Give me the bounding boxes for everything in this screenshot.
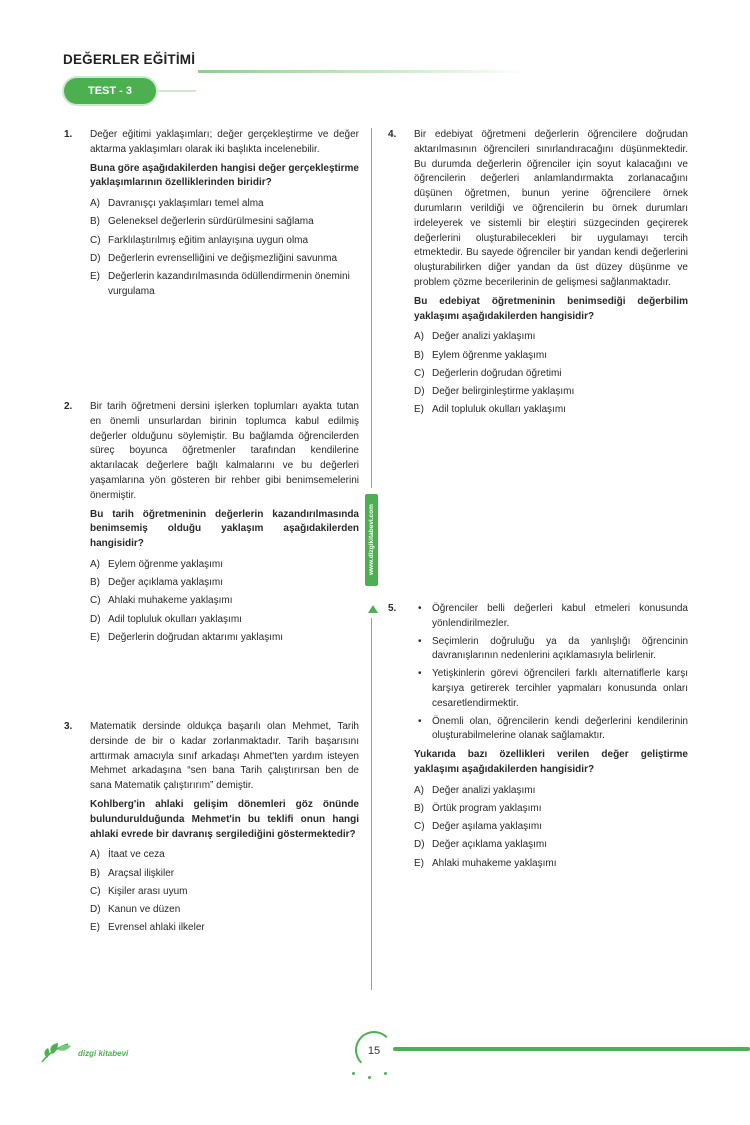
option-a[interactable]: A) Değer analizi yaklaşımı (414, 784, 536, 796)
option-c[interactable]: C) Değerlerin doğrudan öğretimi (414, 367, 562, 379)
website-side-tab: www.dizgikitabevi.com (365, 494, 378, 586)
column-divider-top (371, 128, 372, 488)
option-e[interactable]: E) Değerlerin kazandırılmasında ödüllendirmenin önemini vurgulama (90, 270, 350, 297)
question-prompt: Yukarıda bazı özellikleri verilen değer geliştirme yaklaşımı aşağıdakilerden hangisidir? (414, 749, 688, 775)
option-a[interactable]: A) Davranışçı yaklaşımları temel alma (90, 198, 264, 210)
option-d[interactable]: D) Değer belirginleştirme yaklaşımı (414, 385, 575, 397)
option-c[interactable]: C) Kişiler arası uyum (90, 885, 188, 897)
decorative-dot (352, 1072, 355, 1075)
leaf-logo-icon (38, 1040, 74, 1064)
options-list (90, 558, 359, 646)
option-e[interactable]: E) Evrensel ahlaki ilkeler (90, 922, 205, 934)
option-b[interactable]: B) Eylem öğrenme yaklaşımı (414, 349, 548, 361)
question-number: 1. (64, 129, 73, 140)
question-4 (388, 128, 688, 602)
triangle-icon (368, 605, 378, 613)
question-stem: Bir tarih öğretmeni dersini işlerken toplumları ayakta tutan en önemli unsurlardan birinin toplumca kabul edilmiş değerler olduğunu söylemiştir. Bu bağlamda öğrencilerden süreç boyunca öğretmenler tarafından kendilerine aktarılacak değerlere bağlı kalmalarını ve bu değerleri yaşamlarına yön gösteren bir rehber gibi benimsemelerini önermiştir. (90, 401, 359, 501)
option-c[interactable]: C) Farklılaştırılmış eğitim anlayışına uygun olma (90, 234, 309, 246)
options-list (414, 330, 688, 418)
option-b[interactable]: B) Araçsal ilişkiler (90, 867, 175, 879)
badge-connector-line (156, 90, 196, 92)
question-stem: Bir edebiyat öğretmeni değerlerin öğrencilere doğrudan aktarılmasının öğrencileri sınırlandıracağını düşünmektedir. Bu durumda değerlerin öğrenciler için soyut kalacağını ve öğrencilerin değerleri anlamlandırmakta zorlanacağını düşünen öğretmen, bunun yerine öğrencilere örnek durumların verildiği ve öğrencilerin bu örnek durumları irdeleyerek ve sistemli bir eleştiri süzgecinden geçirerek değerlerini oluşturabilecekleri bir uygulamayı tercih etmektedir. Bu sayede öğrenciler bir yandan kendi değerlerini oluşturabilirken diğer yandan da üst düzey düşünme ve problem çözme becerilerinin de gelişmesi sağlanmaktadır. (414, 129, 688, 288)
question-prompt: Bu edebiyat öğretmeninin benimsediği değerbilim yaklaşımı aşağıdakilerden hangisidir? (414, 295, 688, 322)
option-c[interactable]: C) Ahlaki muhakeme yaklaşımı (90, 595, 233, 607)
options-list (90, 197, 359, 299)
option-e[interactable]: E) Ahlaki muhakeme yaklaşımı (414, 857, 557, 869)
option-a[interactable]: A) Eylem öğrenme yaklaşımı (90, 558, 224, 570)
question-prompt: Buna göre aşağıdakilerden hangisi değer gerçekleştirme yaklaşımlarının özelliklerinden biridir? (90, 162, 359, 189)
option-d[interactable]: D) Adil topluluk okulları yaklaşımı (90, 613, 242, 625)
option-e[interactable]: E) Değerlerin doğrudan aktarımı yaklaşımı (90, 631, 284, 643)
question-stem: Değer eğitimi yaklaşımları; değer gerçekleştirme ve değer aktarma yaklaşımları olarak iki başlıkta incelenebilir. (90, 129, 359, 155)
question-stem: Matematik dersinde oldukça başarılı olan Mehmet, Tarih dersinde de bir o kadar zorlanmaktadır. Tarih başarısını arttırmak amacıyla sınıf arkadaşı Ahmet'ten yardım isteyen Mehmet arkadaşına “sen bana Tarih çalıştırırsan ben de sana Matematik çalıştırırım” demiştir. (90, 721, 359, 792)
option-d[interactable]: D) Kanun ve düzen (90, 903, 181, 915)
option-d[interactable]: D) Değerlerin evrenselliğini ve değişmezliğini savunma (90, 252, 337, 264)
title-underline (198, 70, 528, 73)
bullet-list (414, 602, 688, 744)
bullet-item: • Yetişkinlerin görevi öğrencileri farklı alternatiflerle karşı karşıya getirerek tercihler yapmaları konusunda onları cesaretlendirmektir. (414, 667, 688, 711)
left-column (64, 128, 359, 939)
option-e[interactable]: E) Adil topluluk okulları yaklaşımı (414, 404, 566, 416)
decorative-dot (384, 1072, 387, 1075)
question-number: 2. (64, 401, 73, 412)
right-column (388, 128, 688, 875)
options-list (414, 784, 688, 872)
question-1 (64, 128, 359, 400)
question-number: 5. (388, 603, 397, 614)
footer-line (393, 1047, 750, 1051)
option-b[interactable]: B) Geleneksel değerlerin sürdürülmesini sağlama (90, 216, 314, 228)
question-prompt: Kohlberg'in ahlaki gelişim dönemleri göz önünde bulundurulduğunda Mehmet'in bu teklifi onun hangi ahlaki evrede bir davranış sergilediğini göstermektedir? (90, 798, 359, 840)
question-number: 4. (388, 129, 397, 140)
bullet-item: • Öğrenciler belli değerleri kabul etmeleri konusunda yönlendirilmezler. (414, 602, 688, 632)
question-3 (64, 720, 359, 936)
question-prompt: Bu tarih öğretmeninin değerlerin kazandırılmasında benimsemiş olduğu yaklaşım aşağıdakilerden hangisidir? (90, 508, 359, 550)
option-d[interactable]: D) Değer açıklama yaklaşımı (414, 839, 548, 851)
question-2 (64, 400, 359, 720)
bullet-item: • Seçimlerin doğruluğu ya da yanlışlığı öğrencinin davranışlarının nedenlerini açıklamasıyla belirlenir. (414, 635, 688, 665)
option-b[interactable]: B) Örtük program yaklaşımı (414, 802, 542, 814)
option-a[interactable]: A) İtaat ve ceza (90, 849, 165, 861)
options-list (90, 848, 359, 936)
bullet-item: • Önemli olan, öğrencilerin kendi değerlerini kendilerinin oluşturabilmelerine olanak sağlamaktır. (414, 715, 688, 745)
section-title: DEĞERLER EĞİTİMİ (63, 52, 196, 67)
question-5 (388, 602, 688, 871)
decorative-dot (368, 1076, 371, 1079)
footer-brand: dizgi kitabevi (78, 1049, 129, 1058)
option-c[interactable]: C) Değer aşılama yaklaşımı (414, 821, 543, 833)
option-a[interactable]: A) Değer analizi yaklaşımı (414, 331, 536, 343)
option-b[interactable]: B) Değer açıklama yaklaşımı (90, 577, 224, 589)
column-divider-bottom (371, 618, 372, 990)
page-number: 15 (355, 1031, 393, 1069)
question-number: 3. (64, 721, 73, 732)
test-badge: TEST - 3 (64, 78, 156, 104)
